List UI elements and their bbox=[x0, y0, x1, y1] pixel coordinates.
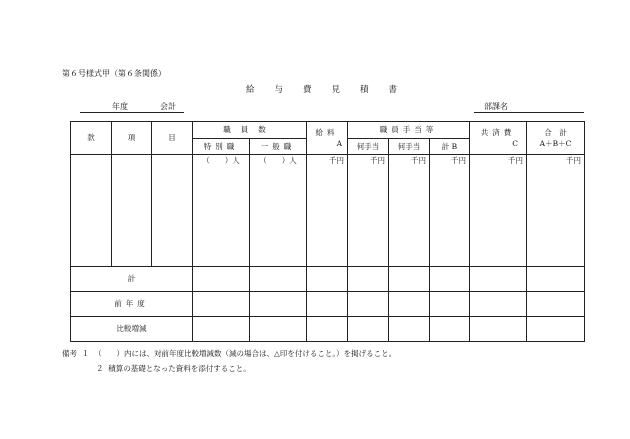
cell-special-staff: （ ）人 bbox=[193, 155, 250, 267]
department-underline bbox=[474, 112, 584, 113]
header-allowance-1: 何手当 bbox=[348, 139, 389, 155]
year-account-underline bbox=[80, 112, 184, 113]
notes-label: 備考 bbox=[62, 349, 77, 358]
header-allowances: 職員手当等 bbox=[348, 122, 470, 139]
account-label: 会計 bbox=[160, 102, 176, 111]
form-number: 第６号様式甲（第６条関係） bbox=[62, 69, 166, 78]
cell-mutual-aid: 千円 bbox=[470, 155, 527, 267]
cell-allowance-1: 千円 bbox=[348, 155, 389, 267]
header-salary: 給料 A bbox=[307, 122, 348, 155]
row-label-previous-year: 前年度 bbox=[71, 292, 193, 317]
cell-subtotal-b: 千円 bbox=[430, 155, 470, 267]
note-1 bbox=[62, 350, 396, 358]
header-mutual-aid: 共済費 C bbox=[470, 122, 527, 155]
row-label-comparison: 比較増減 bbox=[71, 317, 193, 342]
data-row bbox=[71, 155, 585, 267]
header-total: 合 計 A＋B＋C bbox=[527, 122, 585, 155]
fiscal-year-label: 年度 bbox=[112, 102, 128, 111]
cell-salary: 千円 bbox=[307, 155, 348, 267]
header-staff-count: 職員数 bbox=[193, 122, 307, 139]
header-general-staff: 一般職 bbox=[250, 139, 307, 155]
cell-moku bbox=[152, 155, 193, 267]
cell-kou bbox=[112, 155, 152, 267]
note-1-number: １ bbox=[81, 349, 90, 358]
previous-year-row bbox=[71, 292, 585, 317]
header-allowance-2: 何手当 bbox=[389, 139, 430, 155]
salary-estimate-table bbox=[70, 121, 585, 342]
department-label: 部課名 bbox=[484, 102, 508, 111]
total-row bbox=[71, 267, 585, 292]
header-kan: 款 bbox=[71, 122, 112, 155]
note-2-number: ２ bbox=[96, 364, 104, 373]
header-special-staff: 特別職 bbox=[193, 139, 250, 155]
header-kou: 項 bbox=[112, 122, 152, 155]
cell-total: 千円 bbox=[527, 155, 585, 267]
cell-general-staff: （ ）人 bbox=[250, 155, 307, 267]
note-2-text: 積算の基礎となった資料を添付すること。 bbox=[108, 364, 251, 373]
document-title: 給与費見積書 bbox=[246, 85, 418, 95]
note-2 bbox=[96, 365, 251, 373]
cell-allowance-2: 千円 bbox=[389, 155, 430, 267]
header-subtotal-b: 計 B bbox=[430, 139, 470, 155]
row-label-total: 計 bbox=[71, 267, 193, 292]
comparison-row bbox=[71, 317, 585, 342]
header-row-1 bbox=[71, 122, 585, 139]
note-1-text: （ ）内には、対前年度比較増減数（減の場合は、△印を付けること。）を掲げること。 bbox=[94, 349, 397, 358]
header-moku: 目 bbox=[152, 122, 193, 155]
cell-kan bbox=[71, 155, 112, 267]
